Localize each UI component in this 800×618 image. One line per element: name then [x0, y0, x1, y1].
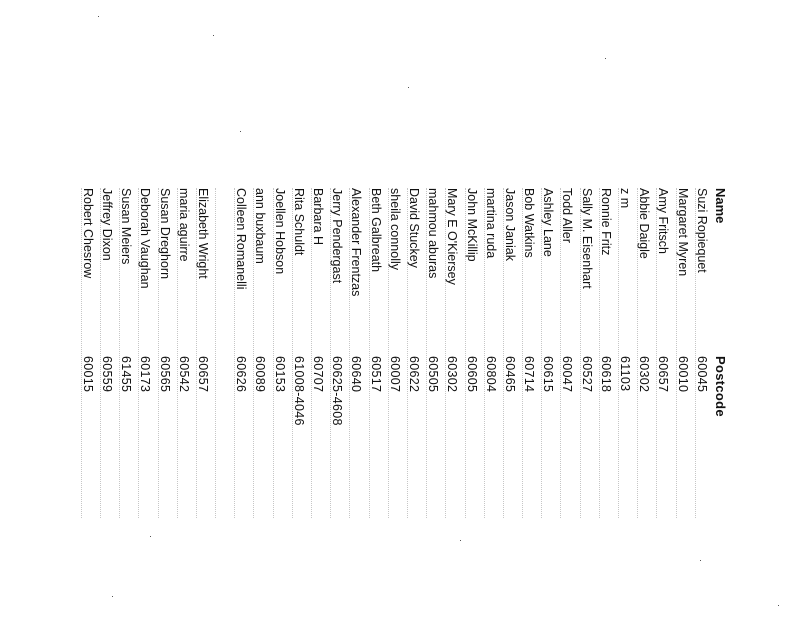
row-name: David Stuckey	[407, 188, 421, 268]
table-row	[135, 188, 154, 518]
table-row	[308, 188, 327, 518]
row-postcode: 60565	[157, 356, 172, 393]
scan-speck	[460, 540, 461, 541]
row-postcode: 60010	[675, 356, 690, 393]
row-postcode: 60517	[368, 356, 383, 393]
name-column-header: Name	[713, 188, 728, 224]
scan-speck	[112, 596, 113, 597]
table-row	[193, 188, 212, 518]
row-postcode: 60542	[176, 356, 191, 393]
table-row	[212, 188, 231, 518]
scan-speck	[98, 16, 99, 17]
row-name: Ronnie Fritz	[598, 188, 613, 256]
row-postcode: 60153	[272, 356, 287, 393]
row-postcode: 60173	[138, 356, 153, 393]
table-row	[423, 188, 442, 518]
row-postcode: 60465	[502, 356, 517, 393]
row-postcode: 60714	[522, 356, 537, 393]
row-postcode: 60007	[387, 356, 402, 393]
row-postcode: 60302	[637, 356, 652, 393]
row-postcode: 60302	[445, 356, 460, 393]
table-row	[500, 188, 519, 518]
row-name: ann buxbaum	[253, 188, 268, 264]
scan-speck	[408, 87, 409, 88]
table-row	[270, 188, 289, 518]
row-name: Suzi Ropiequet	[694, 188, 709, 273]
table-row	[653, 188, 672, 518]
table-row	[596, 188, 615, 518]
row-name: Colleen Romanelli	[234, 188, 249, 290]
row-postcode: 61008-4046	[291, 356, 306, 426]
row-postcode: 60626	[234, 356, 249, 393]
table-row	[97, 188, 116, 518]
scan-speck	[778, 605, 779, 606]
row-name: Rita Schuldt	[291, 188, 306, 256]
row-postcode: 60505	[426, 356, 441, 393]
table-row	[404, 188, 423, 518]
row-name: Sally M. Eisenhart	[579, 188, 594, 289]
row-name: Jerry Pendergast	[330, 188, 345, 284]
row-postcode: 60045	[694, 356, 709, 393]
row-name: Ashley Lane	[541, 188, 556, 257]
table-row	[557, 188, 576, 518]
row-name: Joellen Hobson	[272, 188, 287, 275]
row-name: John McKillip	[464, 188, 479, 262]
row-postcode: 60640	[349, 356, 364, 393]
row-name: Deborah Vaughan	[138, 188, 153, 289]
row-postcode: 61103	[618, 356, 633, 392]
row-name: Jeffrey Dixon	[100, 188, 114, 261]
row-name: Amy Fritsch	[656, 188, 671, 254]
row-postcode: 61455	[119, 356, 134, 393]
table-row	[615, 188, 634, 518]
scan-speck	[213, 35, 214, 36]
table-row	[327, 188, 346, 518]
row-postcode: 60015	[80, 356, 95, 393]
table-row	[385, 188, 404, 518]
row-postcode: 60657	[195, 356, 210, 393]
scan-speck	[150, 536, 151, 537]
row-postcode: 60657	[656, 356, 671, 393]
row-name: Margaret Myren	[675, 188, 690, 277]
table-row	[519, 188, 538, 518]
row-postcode: 60707	[311, 356, 326, 393]
row-postcode: 60625-4608	[330, 356, 345, 426]
postcode-column-header: Postcode	[713, 356, 728, 417]
row-postcode: 60527	[579, 356, 594, 393]
table-row	[461, 188, 480, 518]
row-postcode: 60089	[253, 356, 268, 393]
row-name: Abbie Daigle	[637, 188, 652, 259]
row-name: Todd Aller	[560, 188, 575, 243]
table-row	[289, 188, 308, 518]
table-row	[538, 188, 557, 518]
table-row	[250, 188, 269, 518]
row-dotted-leader	[215, 188, 216, 518]
row-postcode: 60618	[598, 356, 613, 393]
table-row	[174, 188, 193, 518]
row-name: Alexander Frentzas	[349, 188, 364, 297]
row-name: Bob Watkins	[522, 188, 537, 258]
table-row	[154, 188, 173, 518]
table-row	[78, 188, 97, 518]
table-row	[346, 188, 365, 518]
row-postcode: 60622	[407, 356, 421, 393]
table-row	[692, 188, 711, 518]
table-row	[481, 188, 500, 518]
row-postcode: 60615	[541, 356, 556, 393]
row-dotted-leader	[618, 188, 619, 518]
row-name: martina ruda	[483, 188, 498, 259]
table-row	[116, 188, 135, 518]
row-postcode: 60047	[560, 356, 575, 393]
name-postcode-table	[78, 188, 730, 518]
row-name: maria aguirre	[176, 188, 191, 262]
table-row	[442, 188, 461, 518]
row-name: z m	[618, 188, 633, 209]
table-row	[672, 188, 691, 518]
row-name: Susan Dreghorn	[157, 188, 172, 280]
scan-speck	[605, 58, 606, 59]
table-row	[577, 188, 596, 518]
table-row	[634, 188, 653, 518]
row-name: Barbara H	[311, 188, 326, 245]
row-postcode: 60605	[464, 356, 479, 393]
row-name: Robert Chesrow	[80, 188, 95, 279]
row-name: Susan Meiers	[119, 188, 134, 265]
scan-speck	[240, 131, 241, 132]
scan-speck	[700, 560, 701, 561]
row-name: Jason Janiak	[502, 188, 517, 261]
row-name: Beth Galbreath	[368, 188, 383, 273]
table-row	[365, 188, 384, 518]
row-postcode: 60804	[483, 356, 498, 393]
row-name: mahmou aburas	[426, 188, 441, 279]
row-name: Elizabeth Wright	[195, 188, 210, 279]
row-name: sheila connolly	[387, 188, 402, 270]
row-name: Mary E O'Kiersey	[445, 188, 460, 285]
table-row	[231, 188, 250, 518]
row-postcode: 60559	[100, 356, 114, 393]
table-header-row	[711, 188, 730, 518]
